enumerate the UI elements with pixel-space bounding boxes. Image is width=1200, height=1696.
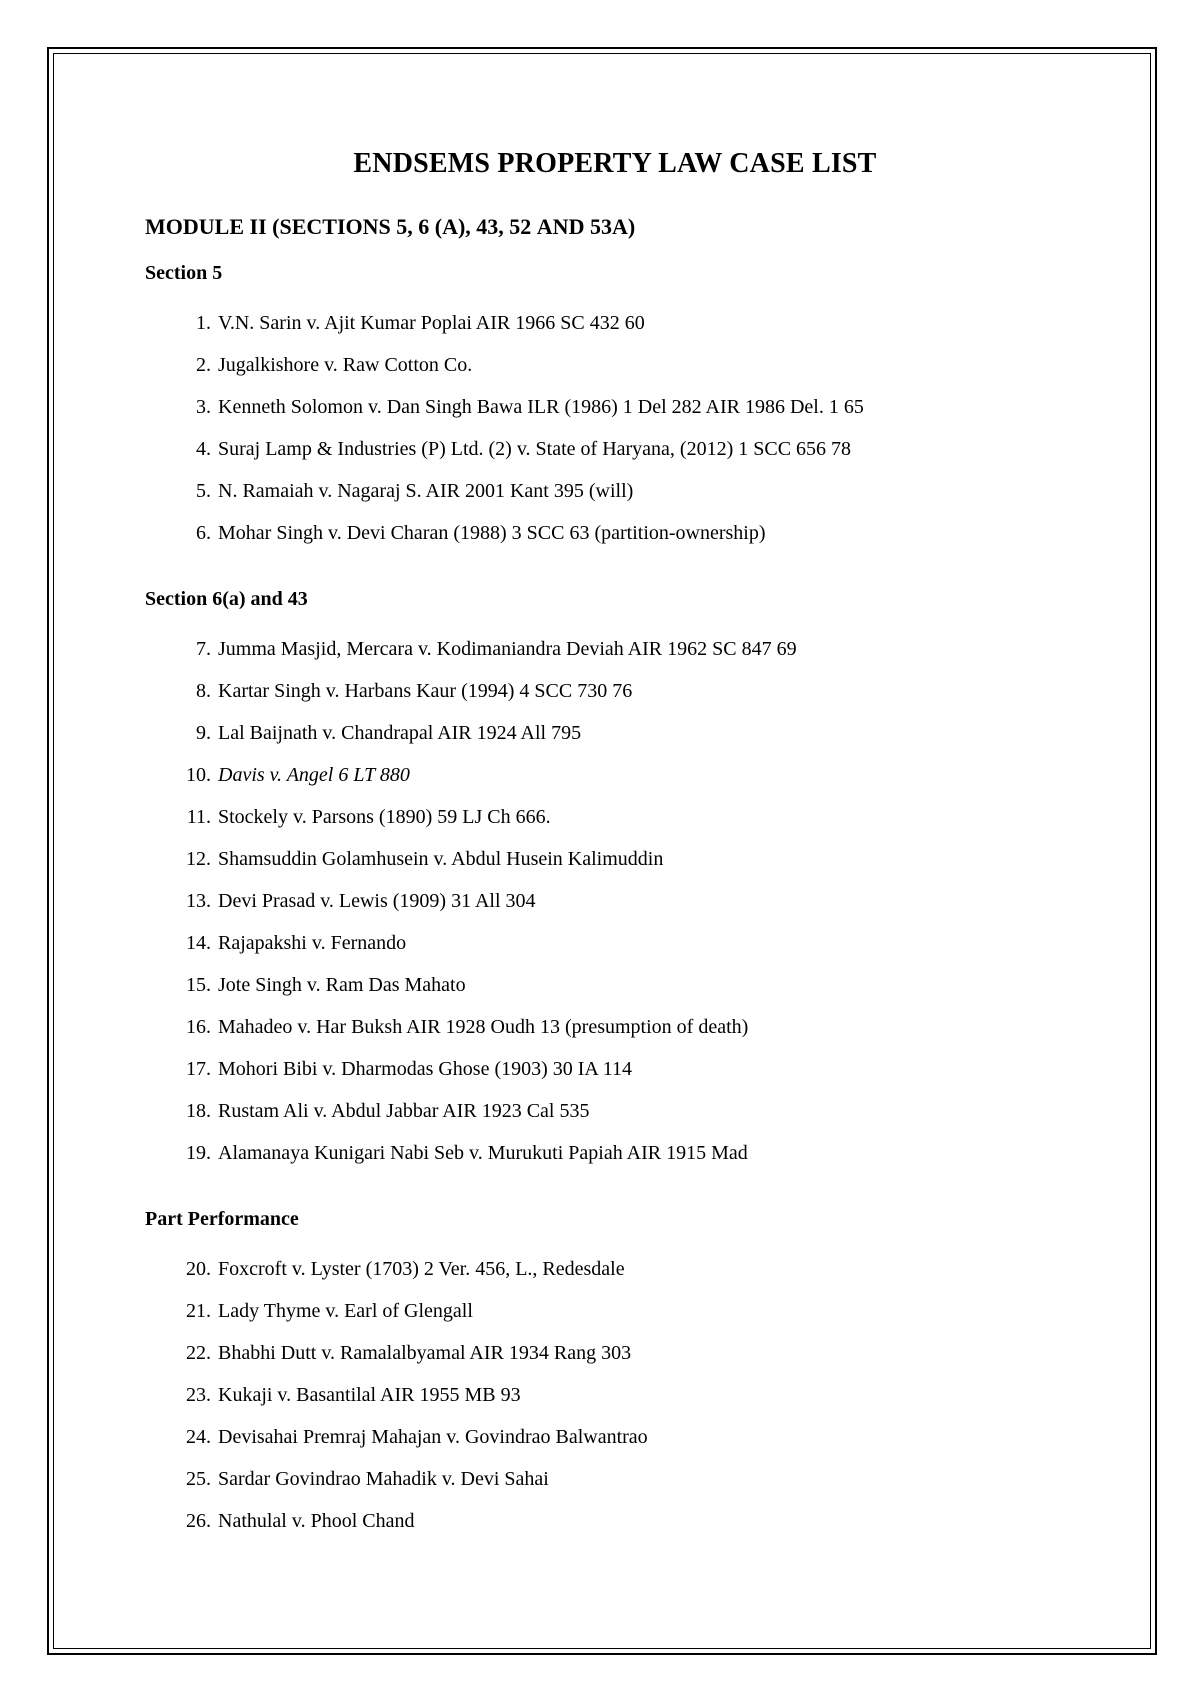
case-number: 25. [186, 1468, 211, 1490]
case-number: 8. [196, 680, 211, 702]
module-heading-tail: ), 43, 52 [457, 214, 537, 239]
case-item [145, 520, 1085, 562]
case-number: 16. [186, 1016, 211, 1038]
case-number: 6. [196, 522, 211, 544]
case-list [145, 310, 1085, 562]
case-citation: Nathulal v. Phool Chand [218, 1510, 415, 1532]
case-citation: Lal Baijnath v. Chandrapal AIR 1924 All 795 [218, 722, 582, 744]
case-number: 19. [186, 1142, 211, 1164]
module-heading-rest: ODULE II ( [165, 214, 280, 239]
case-item [145, 1056, 1085, 1098]
case-number: 1. [196, 312, 211, 334]
case-item [145, 804, 1085, 846]
case-number: 23. [186, 1384, 211, 1406]
case-item [145, 1340, 1085, 1382]
case-citation: Devisahai Premraj Mahajan v. Govindrao Balwantrao [218, 1426, 648, 1448]
case-number: 15. [186, 974, 211, 996]
case-number: 17. [186, 1058, 211, 1080]
document-title: ENDSEMS PROPERTY LAW CASE LIST [353, 148, 877, 179]
case-number: 18. [186, 1100, 211, 1122]
case-citation: Stockely v. Parsons (1890) 59 LJ Ch 666. [218, 806, 551, 828]
case-citation: Suraj Lamp & Industries (P) Ltd. (2) v. State of Haryana, (2012) 1 SCC 656 78 [218, 438, 852, 460]
module-heading-sections: ECTIONS [291, 214, 391, 239]
case-list [145, 1256, 1085, 1550]
case-citation: Mohar Singh v. Devi Charan (1988) 3 SCC 63 (partition-ownership) [218, 522, 766, 544]
case-item [145, 436, 1085, 478]
case-number: 22. [186, 1342, 211, 1364]
module-heading-prefix: M [145, 214, 166, 239]
case-citation: Rustam Ali v. Abdul Jabbar AIR 1923 Cal 535 [218, 1100, 590, 1122]
case-item [145, 972, 1085, 1014]
case-number: 7. [196, 638, 211, 660]
module-heading-s: S [279, 214, 292, 239]
case-item [145, 1256, 1085, 1298]
sections-container [145, 260, 1085, 1550]
case-citation: N. Ramaiah v. Nagaraj S. AIR 2001 Kant 395 (will) [218, 480, 634, 502]
case-item [145, 762, 1085, 804]
case-number: 12. [186, 848, 211, 870]
case-item [145, 846, 1085, 888]
case-citation: Davis v. Angel 6 LT 880 [218, 764, 410, 786]
section-heading: Part Performance [145, 1208, 299, 1230]
case-number: 5. [196, 480, 211, 502]
case-citation: Kukaji v. Basantilal AIR 1955 MB 93 [218, 1384, 521, 1406]
case-item [145, 720, 1085, 762]
case-number: 21. [186, 1300, 211, 1322]
case-item [145, 1466, 1085, 1508]
case-citation: Mohori Bibi v. Dharmodas Ghose (1903) 30 IA 114 [218, 1058, 633, 1080]
case-citation: Kartar Singh v. Harbans Kaur (1994) 4 SCC 730 76 [218, 680, 633, 702]
case-number: 10. [186, 764, 211, 786]
case-item [145, 678, 1085, 720]
section-heading: Section 5 [145, 262, 223, 284]
case-citation: Jugalkishore v. Raw Cotton Co. [218, 354, 473, 376]
case-citation: Sardar Govindrao Mahadik v. Devi Sahai [218, 1468, 549, 1490]
case-list [145, 636, 1085, 1182]
module-heading-and: AND [536, 214, 585, 239]
case-item [145, 636, 1085, 678]
document-body [145, 146, 1085, 1574]
case-number: 3. [196, 396, 211, 418]
case-item [145, 310, 1085, 352]
case-citation: Kenneth Solomon v. Dan Singh Bawa ILR (1986) 1 Del 282 AIR 1986 Del. 1 65 [218, 396, 864, 418]
module-heading-numbers: 5, 6 ( [390, 214, 443, 239]
case-item [145, 1098, 1085, 1140]
module-heading-a: A [442, 214, 458, 239]
case-citation: Devi Prasad v. Lewis (1909) 31 All 304 [218, 890, 536, 912]
case-number: 11. [186, 806, 211, 828]
case-number: 26. [186, 1510, 211, 1532]
case-item [145, 352, 1085, 394]
section-heading: Section 6(a) and 43 [145, 588, 308, 610]
case-number: 24. [186, 1426, 211, 1448]
module-heading-last: 53A) [584, 214, 636, 239]
case-citation: Lady Thyme v. Earl of Glengall [218, 1300, 473, 1322]
case-citation: V.N. Sarin v. Ajit Kumar Poplai AIR 1966 SC 432 60 [218, 312, 645, 334]
case-citation: Rajapakshi v. Fernando [218, 932, 407, 954]
case-number: 2. [196, 354, 211, 376]
case-item [145, 1424, 1085, 1466]
case-citation: Mahadeo v. Har Buksh AIR 1928 Oudh 13 (presumption of death) [218, 1016, 749, 1038]
case-item [145, 1014, 1085, 1056]
case-number: 4. [196, 438, 211, 460]
case-citation: Jumma Masjid, Mercara v. Kodimaniandra Deviah AIR 1962 SC 847 69 [218, 638, 797, 660]
case-item [145, 478, 1085, 520]
case-item [145, 1382, 1085, 1424]
case-item [145, 1298, 1085, 1340]
case-item [145, 930, 1085, 972]
case-number: 14. [186, 932, 211, 954]
case-number: 13. [186, 890, 211, 912]
module-heading [145, 212, 1085, 242]
case-citation: Bhabhi Dutt v. Ramalalbyamal AIR 1934 Rang 303 [218, 1342, 632, 1364]
case-citation: Shamsuddin Golamhusein v. Abdul Husein Kalimuddin [218, 848, 664, 870]
case-number: 20. [186, 1258, 211, 1280]
case-item [145, 1508, 1085, 1550]
case-citation: Jote Singh v. Ram Das Mahato [218, 974, 466, 996]
case-number: 9. [196, 722, 211, 744]
case-item [145, 888, 1085, 930]
case-item [145, 394, 1085, 436]
case-citation: Foxcroft v. Lyster (1703) 2 Ver. 456, L., Redesdale [218, 1258, 625, 1280]
case-item [145, 1140, 1085, 1182]
case-citation: Alamanaya Kunigari Nabi Seb v. Murukuti Papiah AIR 1915 Mad [218, 1142, 748, 1164]
